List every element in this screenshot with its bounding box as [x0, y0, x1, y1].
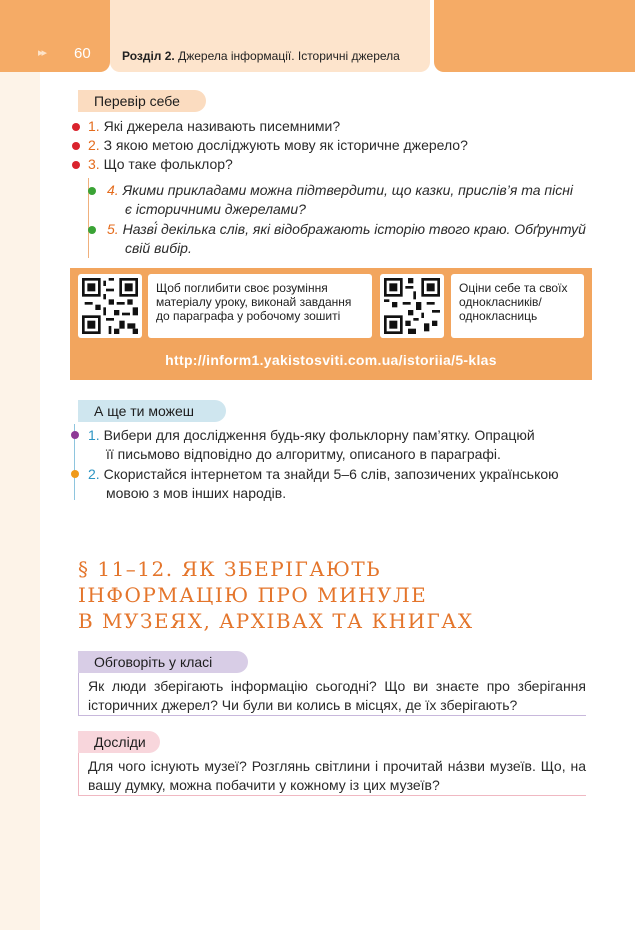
qr-code-icon[interactable] — [78, 274, 142, 338]
workbook-task-info: Щоб поглибити своє розуміння матеріалу уроку, виконай завдання до параграфа у робочому зошиті — [148, 274, 372, 338]
qr-code-graphic — [82, 278, 138, 334]
discuss-frame-left — [78, 673, 79, 715]
page-number-tab — [0, 0, 110, 72]
green-dot-icon — [88, 226, 96, 234]
more-you-can-heading: А ще ти можеш — [78, 400, 226, 422]
task-text-line: Якими прикладами можна підтвердити, що казки, прислів’я та пісні — [122, 182, 574, 198]
red-dot-icon — [72, 123, 80, 131]
section-heading-line: ІНФОРМАЦІЮ ПРО МИНУЛЕ — [78, 583, 428, 607]
research-text: Для чого існують музеї? Розглянь світлини і прочитай на́зви музеїв. Що, на вашу думку, можна побачити у кожному із цих музеїв? — [88, 758, 586, 793]
question-1 — [88, 117, 340, 136]
item-text-line: Скористайся інтернетом та знайди 5–6 слів, запозичених українською — [103, 466, 559, 482]
item-number: 1. — [88, 427, 100, 443]
green-dot-icon — [88, 187, 96, 195]
question-text: Що таке фольклор? — [103, 156, 233, 172]
question-text: З якою метою досліджують мову як історичне джерело? — [103, 137, 468, 153]
section-name: Джерела інформації. Історичні джерела — [174, 49, 400, 63]
discuss-heading: Обговоріть у класі — [78, 651, 248, 673]
research-frame-bottom — [78, 795, 586, 796]
research-heading: Досліди — [78, 731, 160, 753]
section-label: Розділ 2. — [122, 49, 175, 63]
task-number: 4. — [107, 182, 119, 198]
page-margin-strip — [0, 0, 40, 930]
purple-dot-icon — [71, 431, 79, 439]
running-header — [110, 0, 430, 72]
qr-code-graphic — [384, 278, 440, 334]
question-3 — [88, 155, 233, 174]
red-dot-icon — [72, 161, 80, 169]
resource-link[interactable]: http://inform1.yakistosviti.com.ua/istoriia/5-klas — [165, 352, 497, 368]
self-assessment-info: Оціни себе та своїх однокласників/ однокласниць — [451, 274, 584, 338]
item-text-line: мовою з мов інших народів. — [106, 485, 287, 501]
check-yourself-heading: Перевір себе — [78, 90, 206, 112]
arrows-icon: ▸▸ — [38, 47, 46, 59]
task-number: 5. — [107, 221, 119, 237]
item-text-line: Вибери для дослідження будь-яку фольклорну пам’ятку. Опрацюй — [103, 427, 535, 443]
question-number: 3. — [88, 156, 100, 172]
header-decoration — [434, 0, 635, 72]
question-number: 1. — [88, 118, 100, 134]
more-item-2 — [88, 465, 586, 503]
discuss-text: Як люди зберігають інформацію сьогодні? Що ви знаєте про зберігання історичних джерел? Чи були ви колись в місцях, де їх зберігають? — [88, 678, 586, 713]
running-header-title — [122, 49, 400, 63]
task-5 — [107, 220, 586, 258]
red-dot-icon — [72, 142, 80, 150]
qr-code-icon[interactable] — [380, 274, 444, 338]
task-4 — [107, 181, 573, 219]
item-number: 2. — [88, 466, 100, 482]
task-text-line: є історичними джерелами? — [125, 201, 306, 217]
task-text-line: свій вибір. — [125, 240, 192, 256]
section-heading-line: § 11–12. ЯК ЗБЕРІГАЮТЬ — [78, 557, 382, 581]
question-2 — [88, 136, 468, 155]
discuss-frame-bottom — [78, 715, 586, 716]
question-number: 2. — [88, 137, 100, 153]
page-number: 60 — [74, 45, 91, 62]
item-text-line: її письмово відповідно до алгоритму, описаного в параграфі. — [106, 446, 501, 462]
section-heading — [78, 556, 474, 634]
question-text: Які джерела називають писемними? — [103, 118, 341, 134]
task-text-line: Назві́ декілька слів, які відображають історію твого краю. Обґрунтуй — [122, 221, 586, 237]
section-heading-line: В МУЗЕЯХ, АРХІВАХ ТА КНИГАХ — [78, 609, 474, 633]
orange-dot-icon — [71, 470, 79, 478]
more-item-1 — [88, 426, 586, 464]
research-frame-left — [78, 753, 79, 795]
online-resources-box — [70, 268, 592, 380]
